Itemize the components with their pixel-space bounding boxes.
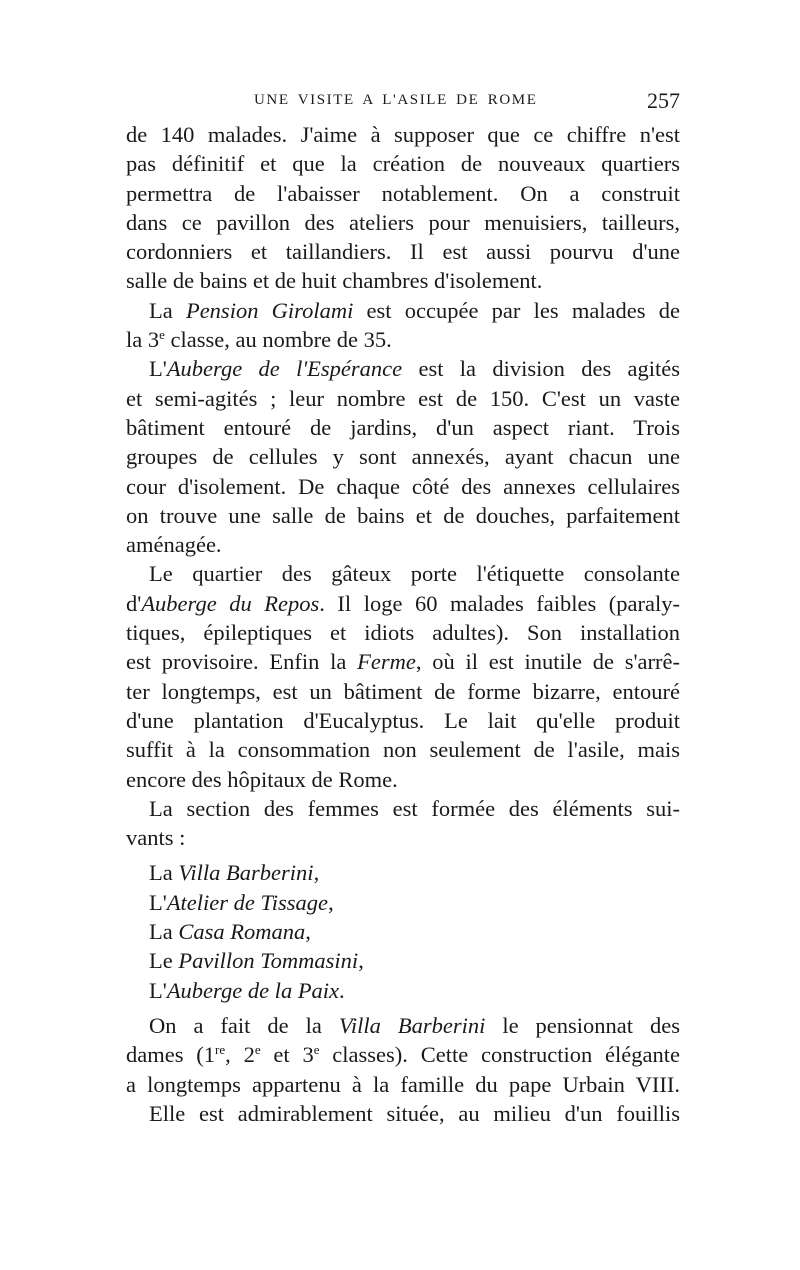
text-run: classes). Cette construction élégante	[319, 1042, 680, 1068]
text-line: pas définitif et que la création de nouveaux quartiers	[126, 151, 680, 177]
text-line	[126, 647, 680, 676]
text-run: est provisoire. Enfin la	[126, 649, 358, 675]
paragraph-2	[126, 296, 680, 355]
text-run: , où il est inutile de s'arrê-	[415, 649, 680, 675]
text-line: ter longtemps, est un bâtiment de forme bizarre, entouré	[126, 678, 680, 704]
text-run: . Il loge 60 malades faibles (paraly-	[319, 590, 680, 616]
list-item	[126, 917, 680, 946]
italic-title: Pavillon Tommasini	[178, 948, 359, 974]
running-header	[126, 88, 680, 118]
text-run: La	[149, 297, 186, 323]
text-line: encore des hôpitaux de Rome.	[126, 766, 398, 792]
italic-title: Auberge de l'Espérance	[166, 356, 403, 382]
text-run: ,	[305, 919, 311, 945]
text-line: La section des femmes est formée des éléments sui-	[149, 795, 680, 821]
text-run: Le	[149, 948, 179, 974]
text-line: cordonniers et taillandiers. Il est aussi pourvu d'une	[126, 239, 680, 265]
text-line	[126, 1011, 680, 1040]
text-run: le pensionnat des	[485, 1012, 680, 1038]
text-line: tiques, épileptiques et idiots adultes). Son installation	[126, 620, 680, 646]
text-run: .	[339, 977, 345, 1003]
text-line	[126, 354, 680, 383]
text-line: Le quartier des gâteux porte l'étiquette consolante	[149, 561, 680, 587]
text-run: ,	[313, 860, 320, 886]
text-line: de 140 malades. J'aime à supposer que ce chiffre n'est	[126, 122, 680, 147]
text-line	[126, 325, 680, 354]
book-page	[126, 88, 680, 1128]
italic-title: Atelier de Tissage	[166, 889, 329, 915]
text-line: bâtiment entouré de jardins, d'un aspect riant. Trois	[126, 414, 680, 440]
italic-title: Ferme	[357, 649, 416, 675]
paragraph-1	[126, 120, 680, 296]
list-item	[126, 888, 680, 917]
paragraph-4	[126, 559, 680, 793]
text-run: dames (1	[126, 1042, 216, 1068]
text-line: cour d'isolement. De chaque côté des annexes cellulaires	[126, 473, 680, 499]
text-line: on trouve une salle de bains et de douches, parfaitement	[126, 502, 680, 528]
superscript: e	[159, 327, 165, 343]
body-text	[126, 120, 680, 1128]
running-title: UNE VISITE A L'ASILE DE ROME	[254, 92, 538, 108]
text-run: L'	[149, 977, 167, 1003]
text-line: permettra de l'abaisser notablement. On a construit	[126, 180, 680, 206]
paragraph-6	[126, 1011, 680, 1128]
italic-title: Villa Barberini	[178, 860, 314, 886]
text-run: L'	[149, 889, 167, 915]
superscript: e	[254, 1042, 261, 1058]
paragraph-3	[126, 354, 680, 559]
text-line: vants :	[126, 825, 186, 851]
text-line: d'une plantation d'Eucalyptus. Le lait qu'elle produit	[126, 707, 680, 733]
text-line	[126, 589, 680, 618]
text-run: L'	[149, 356, 167, 382]
text-run: d'	[126, 590, 142, 616]
text-run: ,	[358, 948, 364, 974]
list-item	[126, 976, 680, 1005]
text-line	[126, 1040, 680, 1069]
text-line: et semi-agités ; leur nombre est de 150. C'est un vaste	[126, 385, 680, 411]
paragraph-5	[126, 794, 680, 853]
italic-title: Pension Girolami	[185, 297, 354, 323]
text-run: est occupée par les malades de	[353, 297, 680, 323]
text-run: ,	[328, 889, 334, 915]
italic-title: Auberge de la Paix	[166, 977, 340, 1003]
text-line: aménagée.	[126, 532, 222, 558]
text-line: suffit à la consommation non seulement de l'asile, mais	[126, 737, 680, 763]
text-run: La	[149, 919, 179, 945]
text-line: dans ce pavillon des ateliers pour menuisiers, tailleurs,	[126, 209, 680, 235]
text-line: groupes de cellules y sont annexés, ayant chacun une	[126, 444, 680, 470]
list-item	[126, 946, 680, 975]
text-run: On a fait de la	[149, 1012, 339, 1038]
text-line	[126, 296, 680, 325]
superscript: re	[215, 1042, 226, 1058]
list-item	[126, 858, 680, 887]
text-run: classe, au nombre de 35.	[164, 327, 392, 353]
page-number: 257	[647, 88, 680, 113]
text-line: salle de bains et de huit chambres d'isolement.	[126, 268, 543, 294]
text-run: , 2	[225, 1042, 255, 1068]
text-line: Elle est admirablement située, au milieu d'un fouillis	[149, 1100, 680, 1126]
text-run: est la division des agités	[402, 356, 681, 382]
women-section-list	[126, 858, 680, 1004]
italic-title: Villa Barberini	[338, 1012, 486, 1038]
italic-title: Auberge du Repos	[141, 590, 320, 616]
text-line: a longtemps appartenu à la famille du pape Urbain VIII.	[126, 1071, 680, 1097]
text-run: et 3	[260, 1042, 314, 1068]
superscript: e	[313, 1042, 320, 1058]
text-run: La	[149, 860, 179, 886]
italic-title: Casa Romana	[178, 919, 306, 945]
text-run: la 3	[126, 327, 160, 353]
